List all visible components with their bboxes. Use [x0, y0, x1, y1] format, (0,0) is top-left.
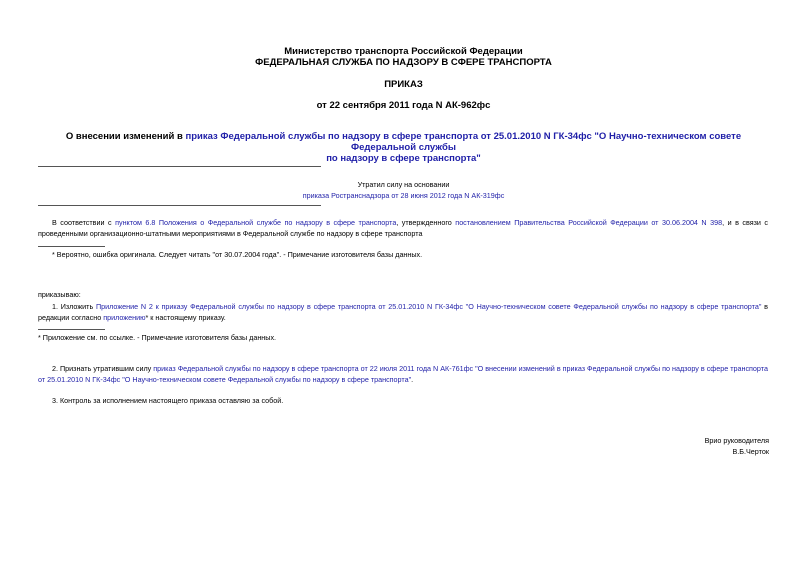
- title-link[interactable]: приказ Федеральной службы по надзору в сфере транспорта от 25.01.2010 N ГК-34фс "О Научно-техническом совете Федеральной службы по надзору в сфере транспорта": [185, 131, 742, 164]
- document-type: ПРИКАЗ: [384, 79, 423, 90]
- document-date-number: от 22 сентября 2011 года N АК-962фс: [316, 100, 491, 111]
- signature-position: Врио руководителя: [704, 436, 769, 445]
- preamble-link-regulation[interactable]: пунктом 6.8 Положения о Федеральной службе по надзору в сфере транспорта: [115, 218, 397, 227]
- item1-appendix-link[interactable]: Приложение N 2 к приказу Федеральной службы по надзору в сфере транспорта от 25.01.2010 N ГК-34фс "О Научно-техническом совете Федеральной службы по надзору в сфере транспорта": [95, 302, 762, 311]
- item2-repealed-order-link[interactable]: приказ Федеральной службы по надзору в сфере транспорта от 22 июля 2011 года N АК-761фс "О внесении изменений в приказ Федеральной службы по надзору в сфере транспорта от 25.01.2010 N ГК-34фс "О Научно-техническом совете Федеральной службы по надзору в сфере транспорта": [38, 364, 768, 384]
- preamble-link-decree[interactable]: постановлением Правительства Российской Федерации от 30.06.2004 N 398: [455, 218, 723, 227]
- footnote-1: * Вероятно, ошибка оригинала. Следует читать "от 30.07.2004 года". - Примечание изготовителя базы данных.: [52, 250, 423, 259]
- footnote-2: * Приложение см. по ссылке. - Примечание изготовителя базы данных.: [38, 333, 277, 342]
- signature-name: В.Б.Черток: [732, 447, 769, 456]
- item-1: 1. Изложить Приложение N 2 к приказу Федеральной службы по надзору в сфере транспорта от 25.01.2010 N ГК-34фс "О Научно-техническом совете Федеральной службы по надзору в сфере транспорта" в редакции согласно приложению* к настоящему приказу.: [38, 302, 768, 322]
- status-line: Утратил силу на основании: [357, 180, 450, 189]
- footnote-divider: [38, 329, 105, 330]
- status-link-wrap: [0, 191, 807, 202]
- divider-line: [38, 205, 321, 206]
- document-title: [38, 131, 769, 164]
- status-link[interactable]: приказа Ространснадзора от 28 июня 2012 года N АК-319фс: [302, 191, 505, 200]
- item1-appendix-ref-link[interactable]: приложению: [103, 312, 146, 322]
- footnote-divider: [38, 246, 105, 247]
- preamble-paragraph: В соответствии с пунктом 6.8 Положения о Федеральной службе по надзору в сфере транспорта, утвержденного постановлением Правительства Российской Федерации от 30.06.2004 N 398, и в связи с проведенными организационно-штатными мероприятиями в Федеральной службе по надзору в сфере транспорта: [38, 218, 768, 238]
- item-2: 2. Признать утратившим силу приказ Федеральной службы по надзору в сфере транспорта от 22 июля 2011 года N АК-761фс "О внесении изменений в приказ Федеральной службы по надзору в сфере транспорта от 25.01.2010 N ГК-34фс "О Научно-техническом совете Федеральной службы по надзору в сфере транспорта".: [38, 364, 768, 384]
- ministry-name: Министерство транспорта Российской Федерации: [284, 46, 523, 57]
- divider-line: [38, 166, 321, 167]
- service-name: ФЕДЕРАЛЬНАЯ СЛУЖБА ПО НАДЗОРУ В СФЕРЕ ТРАНСПОРТА: [255, 57, 552, 68]
- item-3: 3. Контроль за исполнением настоящего приказа оставляю за собой.: [52, 396, 284, 405]
- order-word: приказываю:: [38, 290, 81, 299]
- title-prefix: О внесении изменений в: [65, 131, 186, 142]
